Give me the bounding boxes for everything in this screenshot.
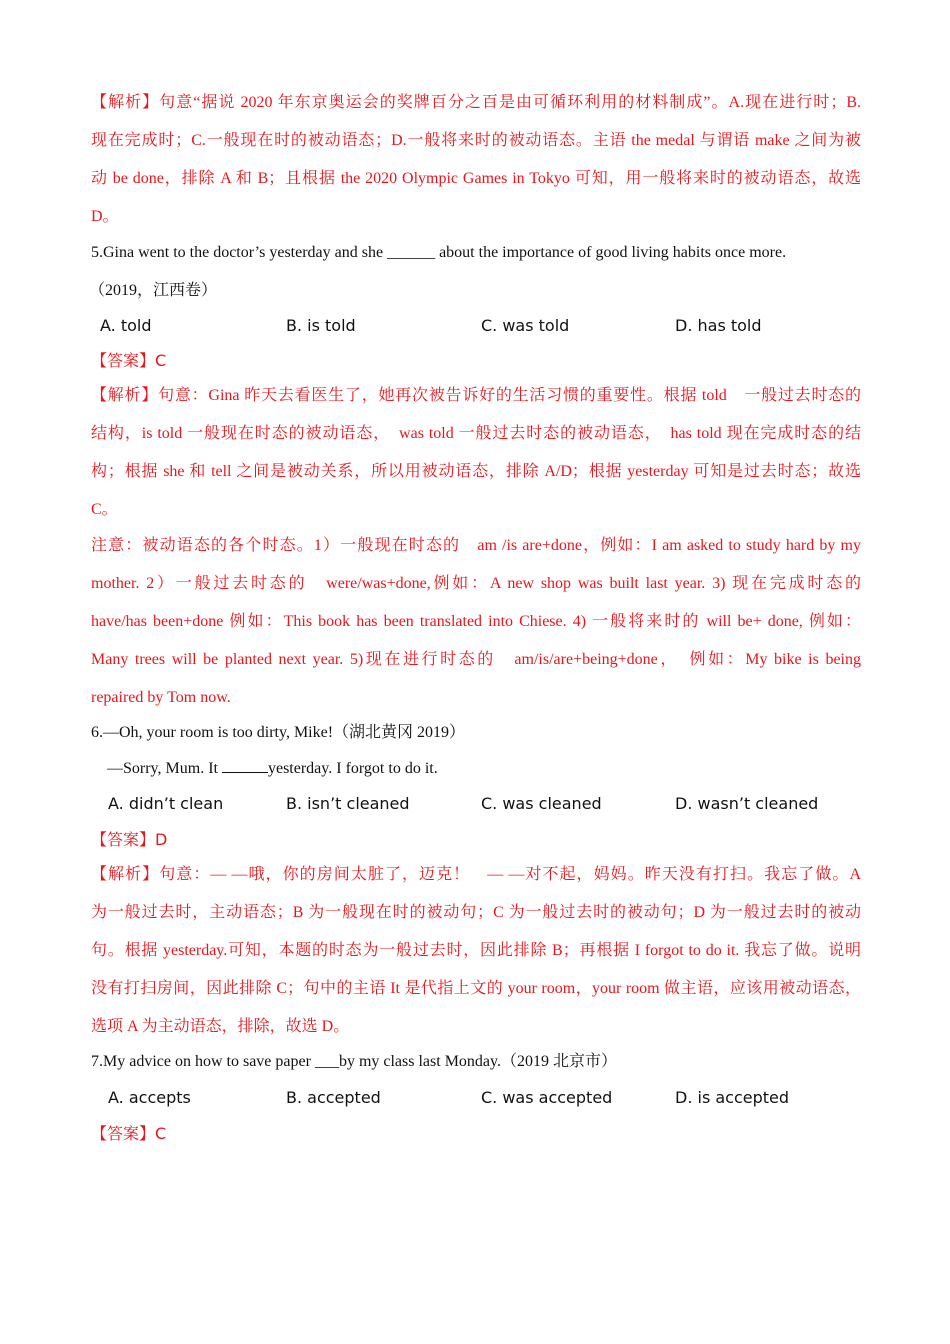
q5-options	[0, 314, 950, 338]
q4-analysis-line-1: 【解析】句意“据说 2020 年东京奥运会的奖牌百分之百是由可循环利用的材料制成”。A.现在进行时；B.	[91, 94, 861, 111]
q6-blank	[222, 758, 268, 773]
q7-option-d: D. is accepted	[675, 1088, 790, 1107]
q6-answer: 【答案】D	[91, 830, 168, 849]
q7-answer: 【答案】C	[91, 1124, 167, 1143]
q7-option-b: B. accepted	[286, 1088, 381, 1107]
q4-analysis-line-3: 动 be done，排除 A 和 B；且根据 the 2020 Olympic Games in Tokyo 可知，用一般将来时的被动语态，故选	[91, 170, 861, 187]
q6-option-d: D. wasn’t cleaned	[675, 794, 819, 813]
q5-analysis-line-4: C。	[91, 501, 118, 518]
q5-option-d: D. has told	[675, 316, 762, 335]
q7-option-c: C. was accepted	[481, 1088, 613, 1107]
q6-analysis-line-1: 【解析】句意：— —哦，你的房间太脏了，迈克！ — —对不起，妈妈。昨天没有打扫。我忘了做。A	[91, 866, 861, 883]
q5-analysis-line-3: 构；根据 she 和 tell 之间是被动关系，所以用被动语态，排除 A/D；根据 yesterday 可知是过去时态；故选	[91, 463, 861, 480]
q5-option-c: C. was told	[481, 316, 570, 335]
q6-option-c: C. was cleaned	[481, 794, 602, 813]
q6-analysis-line-3: 句。根据 yesterday.可知，本题的时态为一般过去时，因此排除 B；再根据 I forgot to do it. 我忘了做。说明	[91, 942, 861, 959]
q5-answer: 【答案】C	[91, 351, 167, 370]
q5-option-b: B. is told	[286, 316, 356, 335]
q7-option-a: A. accepts	[108, 1088, 191, 1107]
q6-options	[0, 792, 950, 816]
q5-option-a: A. told	[100, 316, 152, 335]
q6-stem: 6.—Oh, your room is too dirty, Mike!（湖北黄冈 2019）	[91, 724, 466, 741]
q5-note-line-3: have/has been+done 例如：This book has been translated into Chiese. 4) 一般将来时的 will be+ done, 例如：	[91, 613, 861, 630]
q6-analysis-line-4: 没有打扫房间，因此排除 C；句中的主语 It 是代指上文的 your room，your room 做主语，应该用被动语态，	[91, 980, 861, 997]
q6-option-a: A. didn’t clean	[108, 794, 224, 813]
q5-note-line-5: repaired by Tom now.	[91, 689, 231, 706]
q5-note-line-2: mother. 2）一般过去时态的 were/was+done,例如：A new shop was built last year. 3) 现在完成时态的	[91, 575, 861, 592]
q5-note-line-4: Many trees will be planted next year. 5)现在进行时态的 am/is/are+being+done， 例如：My bike is being	[91, 651, 861, 668]
q6-analysis-line-2: 为一般过去时，主动语态；B 为一般现在时的被动句；C 为一般过去时的被动句；D 为一般过去时的被动	[91, 904, 861, 921]
q5-analysis-line-2: 结构，is told 一般现在时态的被动语态， was told 一般过去时态的被动语态， has told 现在完成时态的结	[91, 425, 861, 442]
q6-dialog-suffix: yesterday. I forgot to do it.	[267, 760, 438, 777]
q4-analysis-line-4: D。	[91, 208, 119, 225]
q5-analysis-line-1: 【解析】句意：Gina 昨天去看医生了，她再次被告诉好的生活习惯的重要性。根据 told 一般过去时态的	[91, 387, 861, 404]
q6-option-b: B. isn’t cleaned	[286, 794, 410, 813]
q5-source: （2019，江西卷）	[89, 282, 218, 299]
q6-dialog-prefix: —Sorry, Mum. It	[107, 760, 222, 777]
q7-stem: 7.My advice on how to save paper ___by my class last Monday.（2019 北京市）	[91, 1053, 617, 1070]
q5-note-line-1: 注意：被动语态的各个时态。1）一般现在时态的 am /is are+done，例如：I am asked to study hard by my	[91, 537, 861, 554]
q5-stem: 5.Gina went to the doctor’s yesterday and she ______ about the importance of good living habits once more.	[91, 244, 787, 261]
q6-dialog-line-2	[107, 757, 877, 781]
q4-analysis-line-2: 现在完成时；C.一般现在时的被动语态；D.一般将来时的被动语态。主语 the medal 与谓语 make 之间为被	[91, 132, 861, 149]
q6-analysis-line-5: 选项 A 为主动语态，排除，故选 D。	[91, 1018, 350, 1035]
q7-options	[0, 1086, 950, 1110]
